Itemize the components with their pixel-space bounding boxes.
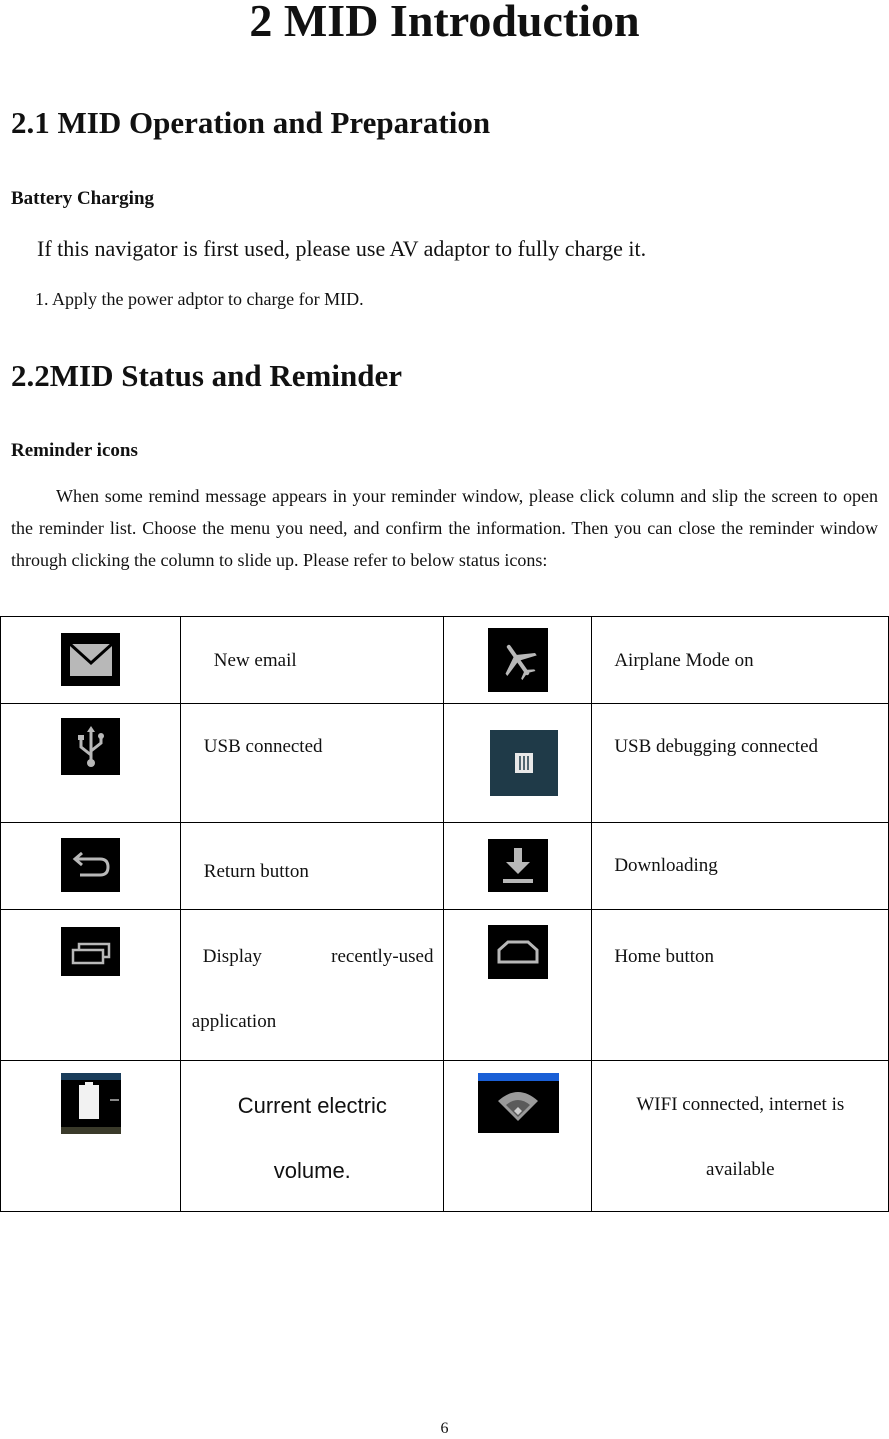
section-heading-status: 2.2MID Status and Reminder xyxy=(11,358,402,393)
usb-icon xyxy=(61,718,120,775)
label-wifi-connected: WIFI connected, internet is xyxy=(636,1094,845,1115)
recent-apps-icon xyxy=(61,927,120,976)
page-number: 6 xyxy=(440,1420,449,1437)
label-recently-used: recently-used xyxy=(331,946,434,967)
airplane-icon xyxy=(488,628,548,692)
reminder-paragraph xyxy=(11,480,878,576)
table-row xyxy=(1,617,889,704)
charging-step: 1. Apply the power adptor to charge for MID. xyxy=(35,289,364,309)
label-return-button: Return button xyxy=(203,861,309,882)
subheading-battery-charging: Battery Charging xyxy=(11,188,155,209)
label-home-button: Home button xyxy=(614,946,715,967)
label-usb-debugging: USB debugging connected xyxy=(614,736,818,757)
label-downloading: Downloading xyxy=(614,855,718,876)
label-application: application xyxy=(191,1011,277,1032)
battery-icon xyxy=(61,1073,121,1134)
table-row xyxy=(1,704,889,823)
home-icon xyxy=(488,925,548,979)
return-icon xyxy=(61,838,120,892)
wifi-icon xyxy=(478,1073,559,1133)
label-usb-connected: USB connected xyxy=(203,736,323,757)
usb-debugging-icon xyxy=(490,730,558,796)
charging-paragraph: If this navigator is first used, please use AV adaptor to fully charge it. xyxy=(37,236,647,261)
label-volume: volume. xyxy=(273,1158,351,1183)
page-title: 2 MID Introduction xyxy=(249,0,640,46)
email-icon xyxy=(61,633,120,686)
download-icon xyxy=(488,839,548,892)
label-current-electric: Current electric xyxy=(237,1093,387,1118)
label-airplane-mode: Airplane Mode on xyxy=(614,650,754,671)
table-row xyxy=(1,823,889,910)
table-row xyxy=(1,1061,889,1212)
label-wifi-available: available xyxy=(706,1159,775,1180)
subheading-reminder-icons: Reminder icons xyxy=(11,440,138,461)
reminder-paragraph-text: When some remind message appears in your reminder window, please click column and slip the screen to open the reminder list. Choose the menu you need, and confirm the information. Then you can close the reminder window through clicking the column to slide up. Please refer to below status icons: xyxy=(11,486,878,570)
label-display: Display xyxy=(202,946,262,967)
table-row xyxy=(1,910,889,1061)
section-heading-operation: 2.1 MID Operation and Preparation xyxy=(11,105,491,140)
status-icons-table xyxy=(0,616,889,1212)
label-new-email: New email xyxy=(213,650,297,671)
